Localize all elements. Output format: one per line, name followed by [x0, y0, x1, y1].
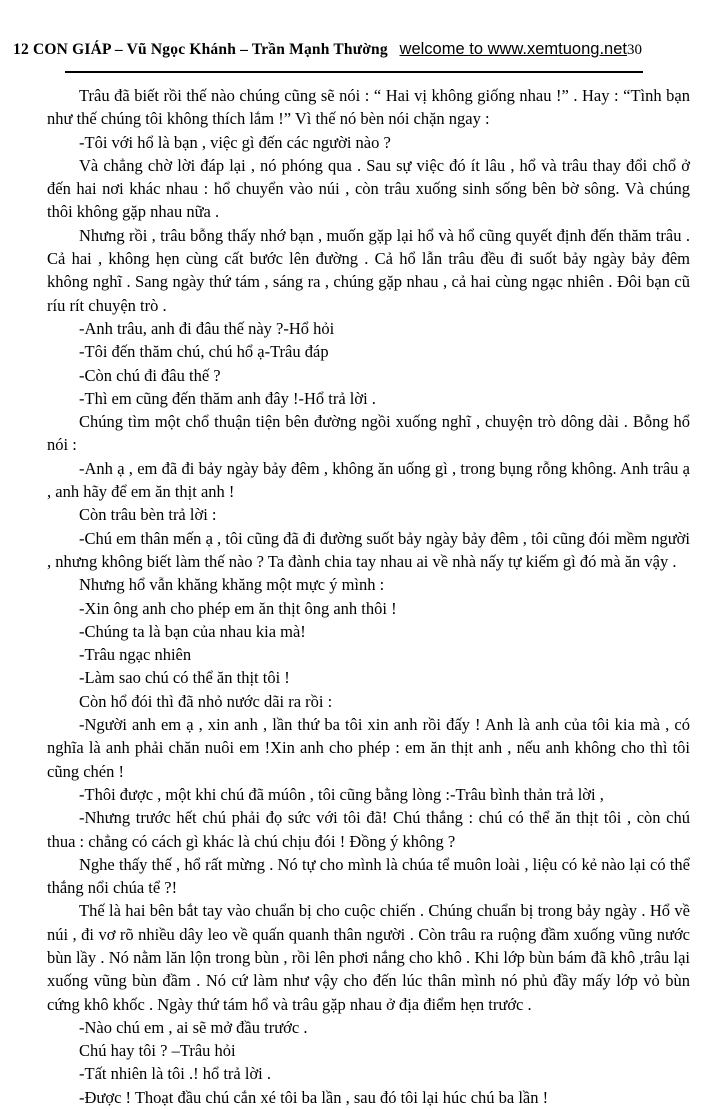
header-divider: [65, 71, 643, 73]
paragraph: -Nào chú em , ai sẽ mở đầu trước .: [79, 1017, 308, 1037]
paragraph: -Được ! Thoạt đầu chú cắn xé tôi ba lần , sau đó tôi lại húc chú ba lần !: [79, 1087, 549, 1107]
page-header: [0, 40, 702, 59]
paragraph: -Tôi với hổ là bạn , việc gì đến các người nào ?: [79, 132, 391, 152]
paragraph: -Xin ông anh cho phép em ăn thịt ông anh thôi !: [79, 598, 397, 618]
paragraph: Còn trâu bèn trả lời :: [79, 505, 217, 525]
paragraph: -Anh ạ , em đã đi bảy ngày bảy đêm , không ăn uống gì , trong bụng rỗng không. Anh trâu ạ , anh hãy để em ăn thịt anh !: [47, 458, 690, 502]
paragraph: -Thì em cũng đến thăm anh đây !-Hổ trả lời .: [79, 388, 376, 408]
paragraph: Nhưng rồi , trâu bỗng thấy nhớ bạn , muốn gặp lại hổ và hổ cũng quyết định đến thăm trâu . Cả hai , không hẹn cùng cất bước lên đường . Cả hổ lẫn trâu đều đi suốt bảy ngày bảy đêm không nghĩ . Sang ngày thứ tám , sáng ra , chúng gặp nhau , cả hai cùng ngạc nhiên . Đôi bạn cũ ríu rít chuyện trò .: [47, 225, 690, 315]
website-link[interactable]: welcome to www.xemtuong.net: [399, 40, 627, 58]
paragraph: -Chúng ta là bạn của nhau kia mà!: [79, 621, 306, 641]
paragraph: -Làm sao chú có thể ăn thịt tôi !: [79, 668, 290, 688]
paragraph: Và chẳng chờ lời đáp lại , nó phóng qua . Sau sự việc đó ít lâu , hổ và trâu thay đổi chổ ở đến hai nơi khác nhau : hổ chuyển vào núi , còn trâu xuống sinh sống bên bờ sông. Và chúng thôi không gặp nhau nữa .: [47, 155, 690, 222]
paragraph: -Nhưng trước hết chú phải đọ sức với tôi đã! Chú thắng : chú có thể ăn thịt tôi , còn chú thua : chẳng có cách gì khác là chú chịu đói ! Đồng ý không ?: [47, 808, 690, 851]
paragraph: -Chú em thân mến ạ , tôi cũng đã đi đường suốt bảy ngày bảy đêm , tôi cũng đói mềm người , nhưng không biết làm thế nào ? Ta đành chia tay nhau ai về nhà nấy tự kiếm gì đó mà ăn vậy .: [47, 528, 690, 571]
paragraph: Thế là hai bên bắt tay vào chuẩn bị cho cuộc chiến . Chúng chuẩn bị trong bảy ngày . Hổ về núi , đi vơ rõ nhiều dây leo về quấn quanh thân người . Còn trâu ra ruộng đầm xuống vũng nước bùn lầy . Nó nằm lăn lộn trong bùn , rồi lên phơi nắng cho khô . Khi lớp bùn bám đã khô ,trâu lại xuống vũng bùn đầm . Nó cứ làm như vậy cho đến lúc thân mình nó phủ đầy mấy lớp vỏ bùn cứng khô khốc . Ngày thứ tám hổ và trâu gặp nhau ở địa điểm hẹn trước .: [47, 901, 690, 1014]
paragraph: Nhưng hổ vẫn khăng khăng một mực ý mình :: [79, 575, 385, 595]
book-title: 12 CON GIÁP – Vũ Ngọc Khánh – Trần Mạnh Thường: [13, 41, 388, 58]
paragraph: Còn hổ đói thì đã nhỏ nước dãi ra rồi :: [79, 691, 333, 711]
paragraph: -Còn chú đi đâu thế ?: [79, 365, 221, 385]
paragraph: Chú hay tôi ? –Trâu hỏi: [79, 1041, 236, 1061]
paragraph: -Thôi được , một khi chú đã múôn , tôi cũng bằng lòng :-Trâu bình thản trả lời ,: [79, 784, 604, 804]
paragraph: Chúng tìm một chổ thuận tiện bên đường ngồi xuống nghĩ , chuyện trò dông dài . Bỗng hổ nói :: [47, 412, 690, 455]
paragraph: Nghe thấy thế , hổ rất mừng . Nó tự cho mình là chúa tể muôn loài , liệu có kẻ nào lại có thể thắng nổi chúa tể ?!: [47, 854, 690, 898]
page-number: 30: [627, 42, 642, 58]
paragraph: -Tôi đến thăm chú, chú hổ ạ-Trâu đáp: [79, 342, 329, 362]
paragraph: -Anh trâu, anh đi đâu thế này ?-Hổ hỏi: [79, 318, 335, 338]
paragraph: -Người anh em ạ , xin anh , lần thứ ba tôi xin anh rồi đấy ! Anh là anh của tôi kia mà , có nghĩa là anh phải chăn nuôi em !Xin anh cho phép : em ăn thịt anh , nếu anh không cho thì tôi cũng chén !: [47, 715, 690, 781]
paragraph: -Tất nhiên là tôi .! hổ trả lời .: [79, 1064, 272, 1084]
paragraph: -Trâu ngạc nhiên: [79, 645, 192, 665]
story-text: [47, 84, 690, 1109]
paragraph: Trâu đã biết rồi thế nào chúng cũng sẽ nói : “ Hai vị không giống nhau !” . Hay : “Tình bạn như thế chúng tôi không thích lắm !” Vì thế nó bèn nói chặn ngay :: [47, 86, 690, 129]
